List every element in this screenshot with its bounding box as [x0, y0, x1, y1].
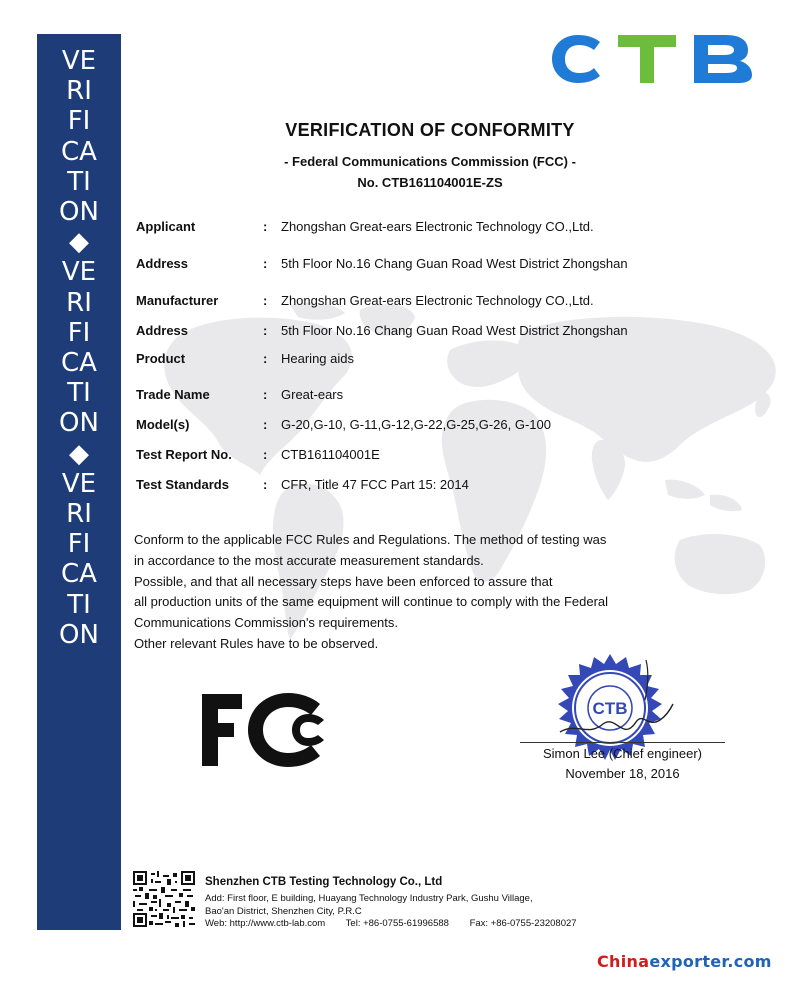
- field-label: Product: [136, 351, 186, 366]
- statement-line: Possible, and that all necessary steps have been enforced to assure that: [134, 573, 553, 589]
- field-value: Zhongshan Great-ears Electronic Technology CO.,Ltd.: [281, 219, 594, 234]
- verification-side-banner: [37, 34, 121, 930]
- field-value: Zhongshan Great-ears Electronic Technology CO.,Ltd.: [281, 293, 594, 308]
- field-label: Test Standards: [136, 477, 229, 492]
- field-label: Manufacturer: [136, 293, 219, 308]
- field-colon: :: [263, 293, 268, 308]
- footer-web[interactable]: Web: http://www.ctb-lab.com: [205, 918, 326, 929]
- ctb-logo: [548, 30, 758, 88]
- statement-line: all production units of the same equipment will continue to comply with the Federal: [134, 594, 609, 610]
- signer-name: Simon Lee (Chief engineer): [543, 746, 702, 761]
- field-value: G-20,G-10, G-11,G-12,G-22,G-25,G-26, G-100: [281, 417, 551, 432]
- field-value: CTB161104001E: [281, 447, 380, 462]
- field-value: Great-ears: [281, 387, 344, 402]
- field-label: Model(s): [136, 417, 190, 432]
- side-banner-text: VERIFICATION ◆ VERIFICATION ◆ VERIFICATION: [59, 46, 99, 650]
- footer-address-line1: Add: First floor, E building, Huayang Technology Industry Park, Gushu Village,: [205, 893, 533, 904]
- field-colon: :: [263, 387, 268, 402]
- qr-code: [133, 871, 195, 927]
- footer-company-name: Shenzhen CTB Testing Technology Co., Ltd: [205, 876, 443, 888]
- statement-line: Other relevant Rules have to be observed.: [134, 635, 379, 651]
- statement-line: Communications Commission's requirements.: [134, 615, 399, 631]
- signature-line: [520, 742, 725, 743]
- document-subtitle: - Federal Communications Commission (FCC) -: [284, 154, 576, 169]
- field-value: 5th Floor No.16 Chang Guan Road West District Zhongshan: [281, 323, 628, 338]
- field-colon: :: [263, 477, 268, 492]
- field-label: Trade Name: [136, 387, 210, 402]
- watermark-part2: exporter.com: [649, 952, 772, 971]
- field-label: Address: [136, 323, 189, 338]
- field-label: Applicant: [136, 219, 196, 234]
- field-colon: :: [263, 417, 268, 432]
- fcc-logo: [200, 690, 330, 770]
- field-value: Hearing aids: [281, 351, 354, 366]
- field-colon: :: [263, 323, 268, 338]
- watermark-part1: China: [597, 952, 650, 971]
- statement-line: Conform to the applicable FCC Rules and Regulations. The method of testing was: [134, 532, 607, 547]
- field-label: Address: [136, 256, 189, 271]
- field-value: CFR, Title 47 FCC Part 15: 2014: [281, 477, 469, 492]
- field-colon: :: [263, 219, 268, 234]
- footer-fax: Fax: +86-0755-23208027: [469, 918, 577, 929]
- document-title: VERIFICATION OF CONFORMITY: [285, 120, 575, 140]
- footer-contact: [205, 918, 595, 929]
- field-colon: :: [263, 256, 268, 271]
- conformity-statement: [134, 530, 694, 655]
- footer-tel: Tel: +86-0755-61996588: [345, 918, 449, 929]
- field-value: 5th Floor No.16 Chang Guan Road West District Zhongshan: [281, 256, 628, 271]
- footer-address-line2: Bao'an District, Shenzhen City, P.R.C: [205, 906, 362, 917]
- signature-date: November 18, 2016: [565, 766, 680, 781]
- svg-text:CTB: CTB: [592, 699, 628, 718]
- field-colon: :: [263, 447, 268, 462]
- field-colon: :: [263, 351, 268, 366]
- field-label: Test Report No.: [136, 447, 232, 462]
- certificate-number: No. CTB161104001E-ZS: [357, 175, 503, 190]
- chinaexporter-watermark: [597, 952, 772, 971]
- statement-line: in accordance to the most accurate measurement standards.: [134, 552, 484, 568]
